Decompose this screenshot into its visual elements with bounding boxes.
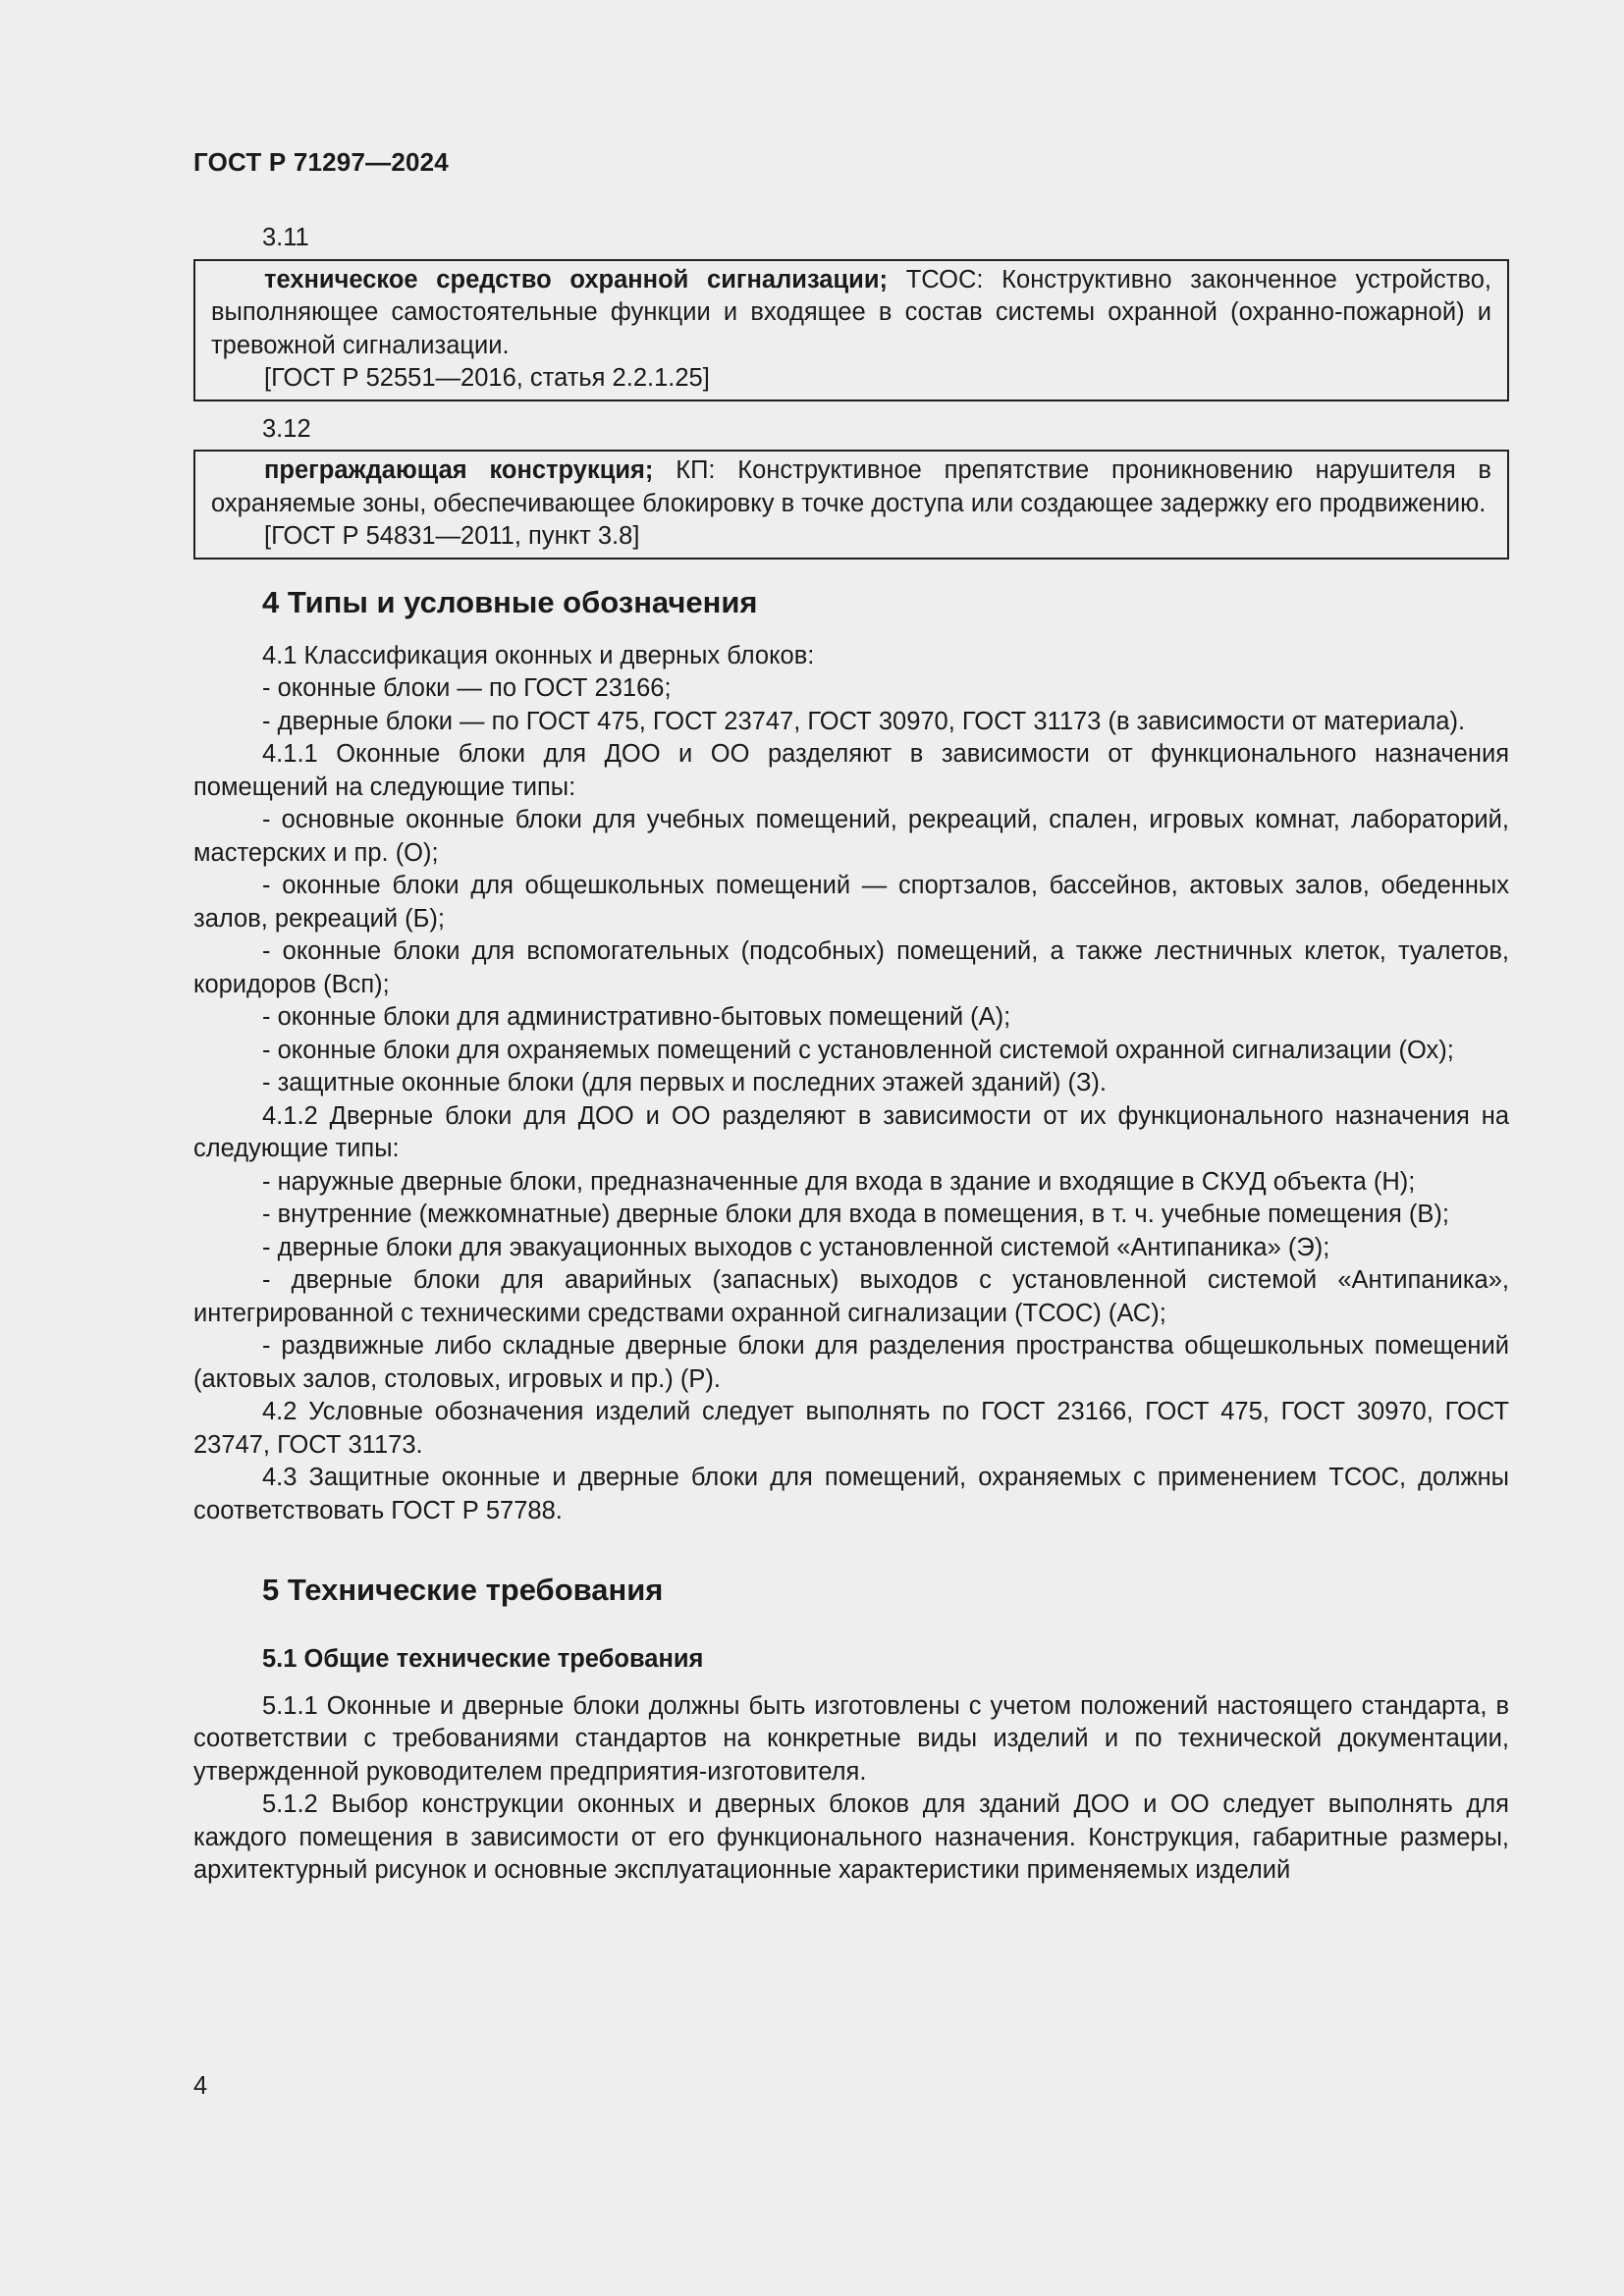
- paragraph: 4.3 Защитные оконные и дверные блоки для помещений, охраняемых с применением ТСОС, должны соответствовать ГОСТ Р 57788.: [193, 1464, 1509, 1524]
- subsection-heading: 5.1 Общие технические требования: [262, 1645, 704, 1673]
- paragraph: 4.2 Условные обозначения изделий следует выполнять по ГОСТ 23166, ГОСТ 475, ГОСТ 30970, ГОСТ 23747, ГОСТ 31173.: [193, 1398, 1509, 1459]
- list-item: - дверные блоки — по ГОСТ 475, ГОСТ 23747, ГОСТ 30970, ГОСТ 31173 (в зависимости от материала).: [262, 707, 1466, 735]
- section-heading: 4 Типы и условные обозначения: [262, 584, 758, 619]
- term-definition-box: [193, 450, 1509, 560]
- list-item: - оконные блоки для охраняемых помещений с установленной системой охранной сигнализации (Ох);: [262, 1036, 1454, 1064]
- paragraph: 4.1.2 Дверные блоки для ДОО и ОО разделяют в зависимости от их функционального назначения на следующие типы:: [193, 1101, 1509, 1162]
- document-body: [193, 222, 1509, 1888]
- list-item: - основные оконные блоки для учебных помещений, рекреаций, спален, игровых комнат, лабораторий, мастерских и пр. (О);: [193, 806, 1509, 867]
- list-item: - оконные блоки для общешкольных помещений — спортзалов, бассейнов, актовых залов, обеденных залов, рекреаций (Б);: [193, 872, 1509, 933]
- term-number: 3.12: [262, 414, 311, 443]
- term-definition: [211, 264, 1491, 363]
- list-item: - внутренние (межкомнатные) дверные блоки для входа в помещения, в т. ч. учебные помещения (В);: [262, 1201, 1449, 1228]
- page-number: 4: [193, 2072, 208, 2100]
- list-item: - дверные блоки для эвакуационных выходов с установленной системой «Антипаника» (Э);: [262, 1233, 1330, 1261]
- term-source: [ГОСТ Р 54831—2011, пункт 3.8]: [264, 522, 640, 550]
- list-item: - оконные блоки для вспомогательных (подсобных) помещений, а также лестничных клеток, туалетов, коридоров (Всп);: [193, 937, 1509, 998]
- paragraph: 5.1.2 Выбор конструкции оконных и дверных блоков для зданий ДОО и ОО следует выполнять для каждого помещения в зависимости от его функционального назначения. Конструкция, габаритные размеры, архитектурный рисунок и основные эксплуатационные характеристики применяемых изделий: [193, 1790, 1509, 1884]
- list-item: - дверные блоки для аварийных (запасных) выходов с установленной системой «Антипаника», интегрированной с техническими средствами охранной сигнализации (ТСОС) (АС);: [193, 1266, 1509, 1327]
- list-item: - оконные блоки для административно-бытовых помещений (А);: [262, 1003, 1011, 1031]
- list-item: - защитные оконные блоки (для первых и последних этажей зданий) (З).: [262, 1069, 1107, 1096]
- term-number: 3.11: [262, 224, 309, 251]
- list-item: - раздвижные либо складные дверные блоки для разделения пространства общешкольных помещений (актовых залов, столовых, игровых и пр.) (Р).: [193, 1332, 1509, 1393]
- list-item: - наружные дверные блоки, предназначенные для входа в здание и входящие в СКУД объекта (Н);: [262, 1167, 1416, 1196]
- paragraph: 4.1 Классификация оконных и дверных блоков:: [262, 641, 815, 669]
- document-header: ГОСТ Р 71297—2024: [193, 147, 449, 177]
- term-definition-text: ТСОС: Конструктивно законченное устройство, выполняющее самостоятельные функции и входящее в состав системы охранной (охранно-пожарной) и тревожной сигнализации.: [211, 265, 1491, 359]
- paragraph: 4.1.1 Оконные блоки для ДОО и ОО разделяют в зависимости от функционального назначения помещений на следующие типы:: [193, 740, 1509, 801]
- paragraph: 5.1.1 Оконные и дверные блоки должны быть изготовлены с учетом положений настоящего стандарта, в соответствии с требованиями стандартов на конкретные виды изделий и по технической документации, утвержденной руководителем предприятия-изготовителя.: [193, 1691, 1509, 1786]
- term-name: техническое средство охранной сигнализации;: [264, 265, 889, 294]
- term-definition: [211, 454, 1491, 520]
- list-item: - оконные блоки — по ГОСТ 23166;: [262, 674, 672, 702]
- term-definition-box: [193, 259, 1509, 401]
- term-source: [ГОСТ Р 52551—2016, статья 2.2.1.25]: [264, 364, 710, 392]
- section-heading: 5 Технические требования: [262, 1573, 664, 1607]
- term-definition-text: КП: Конструктивное препятствие проникновению нарушителя в охраняемые зоны, обеспечивающее блокировку в точке доступа или создающее задержку его продвижению.: [211, 456, 1491, 517]
- term-name: преграждающая конструкция;: [264, 456, 654, 484]
